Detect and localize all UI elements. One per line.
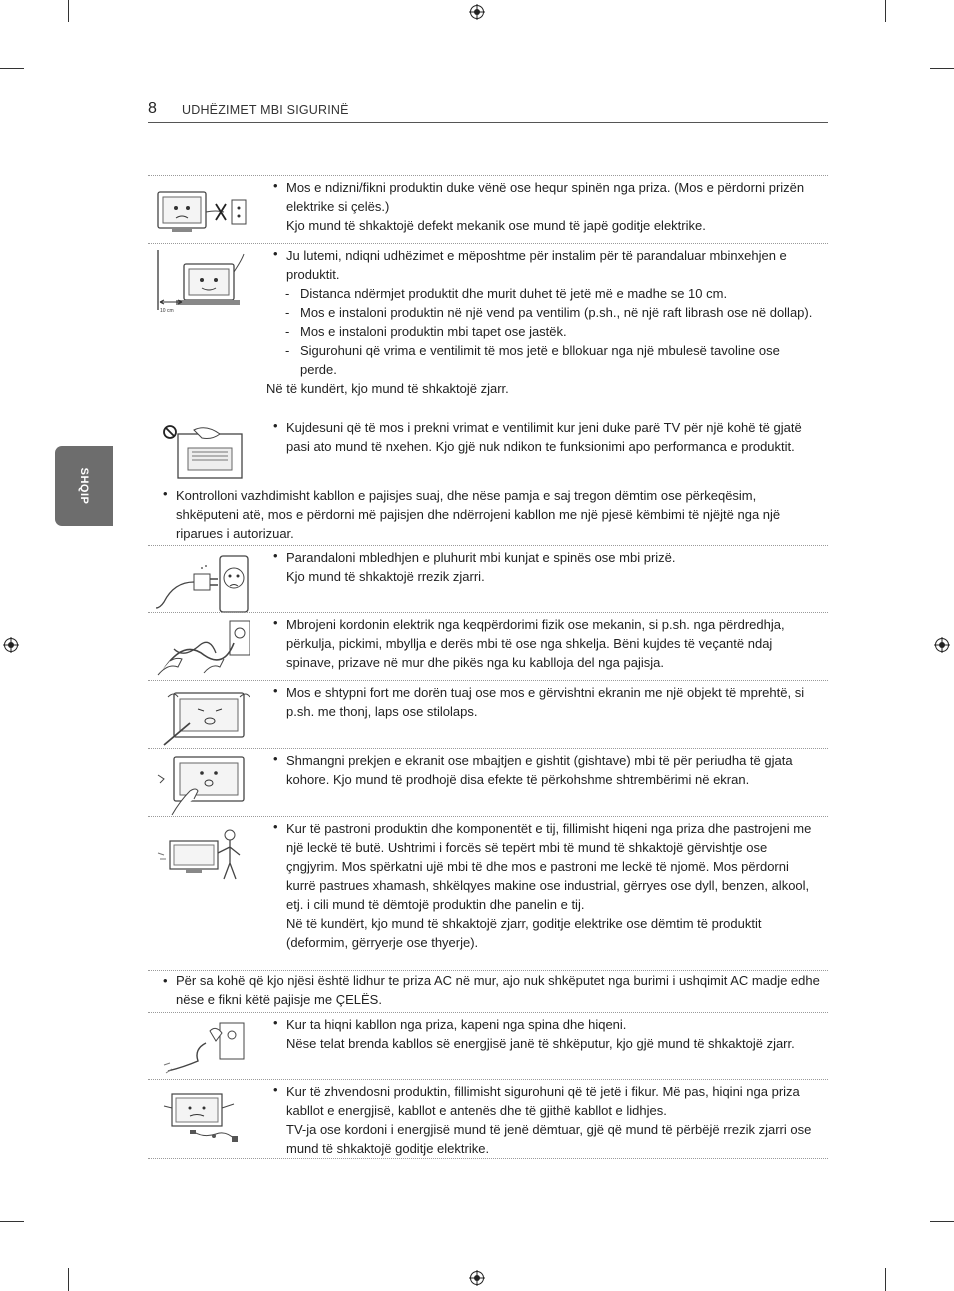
safety-bullet: • Mos e ndizni/fikni produktin duke vënë ose hequr spinën nga priza. (Mos e përdorni prizën elektrike si çelës.) [270, 176, 815, 216]
safety-sub-item: - Sigurohuni që vrima e ventilimit të mos jetë e bllokuar nga një mbulesë tavoline ose perde. [270, 341, 815, 379]
safety-item [148, 612, 828, 681]
pull-plug-icon [154, 1019, 250, 1079]
safety-line: Në të kundërt, kjo mund të shkaktojë zjarr, goditje elektrike ose dëmtim të produktit (deformim, gërryerje ose thyerje). [286, 916, 762, 950]
safety-bullet: • Kur të pastroni produktin dhe komponentët e tij, fillimisht hiqeni nga priza dhe pastrojeni me një leckë të butë. Ushtrimi i forcës së tepërt mbi të mund të shkaktojë gërvishtje ose çngjyrim. Mos spërkatni ujë mbi të dhe mos e pastroni me leckë të njomë. Mos përdorni kurrë pastrues xhamash, shkëlqyes makine ose industrial, gërryes ose dyll, benzen, alkool, etj. i cili mund të dëmtojë produktin dhe panelin e tij. [270, 817, 815, 914]
safety-bullet: • Kur ta hiqni kabllon nga priza, kapeni nga spina dhe hiqeni. [270, 1013, 815, 1034]
distance-label: 10 cm [160, 308, 174, 314]
safety-bullet: • Kontrolloni vazhdimisht kabllon e pajisjes suaj, dhe nëse pamja e saj tregon dëmtim ose përkeqësim, shkëputeni atë, mos e përdorni më pajisjen dhe ndërrojeni kabllon me një pjesë këmbimi të njëjtë nga një riparues i autorizuar. [160, 484, 820, 543]
dusty-plug-icon [154, 552, 250, 614]
safety-bullet: • Parandaloni mbledhjen e pluhurit mbi kunjat e spinës ose mbi prizë. [270, 546, 815, 567]
safety-item [148, 748, 828, 817]
safety-line: Nëse telat brenda kabllos së energjisë janë të shkëputur, kjo gjë mund të shkaktojë zjarr. [286, 1036, 795, 1051]
safety-text [266, 244, 815, 398]
page-header [148, 100, 828, 123]
tv-wall-distance-icon [154, 250, 250, 316]
crop-mark [930, 68, 954, 69]
safety-bullet: • Kur të zhvendosni produktin, fillimisht sigurohuni që të jetë i fikur. Më pas, hiqini nga priza kabllot e energjisë, kabllot e antenës dhe të gjithë kabllot e lidhjes. [270, 1080, 815, 1120]
cleaning-tv-icon [154, 823, 250, 885]
safety-item [148, 416, 828, 484]
safety-bullet: • Ju lutemi, ndiqni udhëzimet e mëposhtme për instalim për të parandaluar mbinxehjen e produktit. [270, 244, 815, 284]
crop-mark [0, 68, 24, 69]
safety-bullet: • Për sa kohë që kjo njësi është lidhur te priza AC në mur, ajo nuk shkëputet nga burimi i ushqimit AC madje edhe nëse e fikni këtë pajisje me ÇELËS. [160, 971, 820, 1009]
safety-note: Në të kundërt, kjo mund të shkaktojë zjarr. [266, 381, 509, 396]
safety-item [148, 175, 828, 244]
registration-mark-icon [3, 637, 19, 653]
safety-text [270, 681, 815, 721]
safety-item [148, 1012, 828, 1080]
safety-sub-item: - Mos e instaloni produktin në një vend pa ventilim (p.sh., në një raft librash ose në dollap). [270, 303, 815, 322]
scratch-screen-icon [154, 687, 250, 749]
crop-mark [0, 1221, 24, 1222]
safety-item [148, 484, 828, 545]
language-tab [55, 446, 113, 526]
finger-screen-icon [154, 755, 250, 817]
safety-bullet: • Mbrojeni kordonin elektrik nga keqpërdorimi fizik ose mekanin, si p.sh. nga përdredhja, përkulja, pickimi, mbyllja e derës mbi të ose nga shkelja. Bëni kujdes të veçantë ndaj spinave, prizave në mur dhe pikës nga ku kablloja del nga pajisja. [270, 613, 815, 672]
tv-unplug-icon [154, 182, 250, 238]
crop-mark [885, 0, 886, 22]
no-touch-vent-icon [154, 422, 250, 482]
crop-mark [930, 1221, 954, 1222]
safety-text [270, 416, 815, 456]
crop-mark [885, 1268, 886, 1291]
safety-item [148, 545, 828, 613]
safety-item [148, 970, 828, 1013]
safety-text [270, 749, 815, 789]
safety-bullet: • Kujdesuni që të mos i prekni vrimat e ventilimit kur jeni duke parë TV për një kohë të gjatë pasi ato mund të nxehen. Kjo gjë nuk ndikon te funksionimi apo performanca e produktit. [270, 416, 815, 456]
safety-text [270, 546, 815, 586]
safety-text [270, 176, 815, 235]
safety-sub-item: - Distanca ndërmjet produktit dhe murit duhet të jetë më e madhe se 10 cm. [270, 284, 815, 303]
language-tab-label: SHQIP [78, 467, 90, 505]
crop-mark [68, 0, 69, 22]
safety-item [148, 680, 828, 749]
safety-line: Kjo mund të shkaktojë defekt mekanik ose mund të japë goditje elektrike. [286, 218, 706, 233]
safety-line: Kjo mund të shkaktojë rrezik zjarri. [286, 569, 485, 584]
safety-bullet: • Shmangni prekjen e ekranit ose mbajtjen e gishtit (gishtave) mbi të për periudha të gjata kohore. Kjo mund të prodhojë disa efekte të përkohshme shtrembërimi në ekran. [270, 749, 815, 789]
safety-sub-item: - Mos e instaloni produktin mbi tapet ose jastëk. [270, 322, 815, 341]
safety-line: TV-ja ose kordoni i energjisë mund të jenë dëmtuar, gjë që mund të përbëjë rrezik zjarri ose mund të shkaktojë goditje elektrike. [286, 1122, 812, 1156]
twisted-cord-icon [154, 619, 250, 681]
safety-bullet: • Mos e shtypni fort me dorën tuaj ose mos e gërvishtni ekranin me një objekt të mprehtë, si p.sh. me thonj, laps ose stilolaps. [270, 681, 815, 721]
registration-mark-icon [469, 4, 485, 20]
safety-text [270, 613, 815, 672]
safety-item [148, 1079, 828, 1159]
moving-tv-icon [154, 1086, 250, 1146]
safety-text [160, 484, 820, 543]
safety-item [148, 816, 828, 971]
safety-text [270, 1080, 815, 1158]
registration-mark-icon [934, 637, 950, 653]
page-number: 8 [148, 100, 157, 117]
safety-item [148, 243, 828, 417]
safety-text [160, 971, 820, 1009]
crop-mark [68, 1268, 69, 1291]
page-title: UDHËZIMET MBI SIGURINË [182, 103, 349, 117]
safety-text [270, 1013, 815, 1053]
safety-text [270, 817, 815, 952]
registration-mark-icon [469, 1270, 485, 1286]
